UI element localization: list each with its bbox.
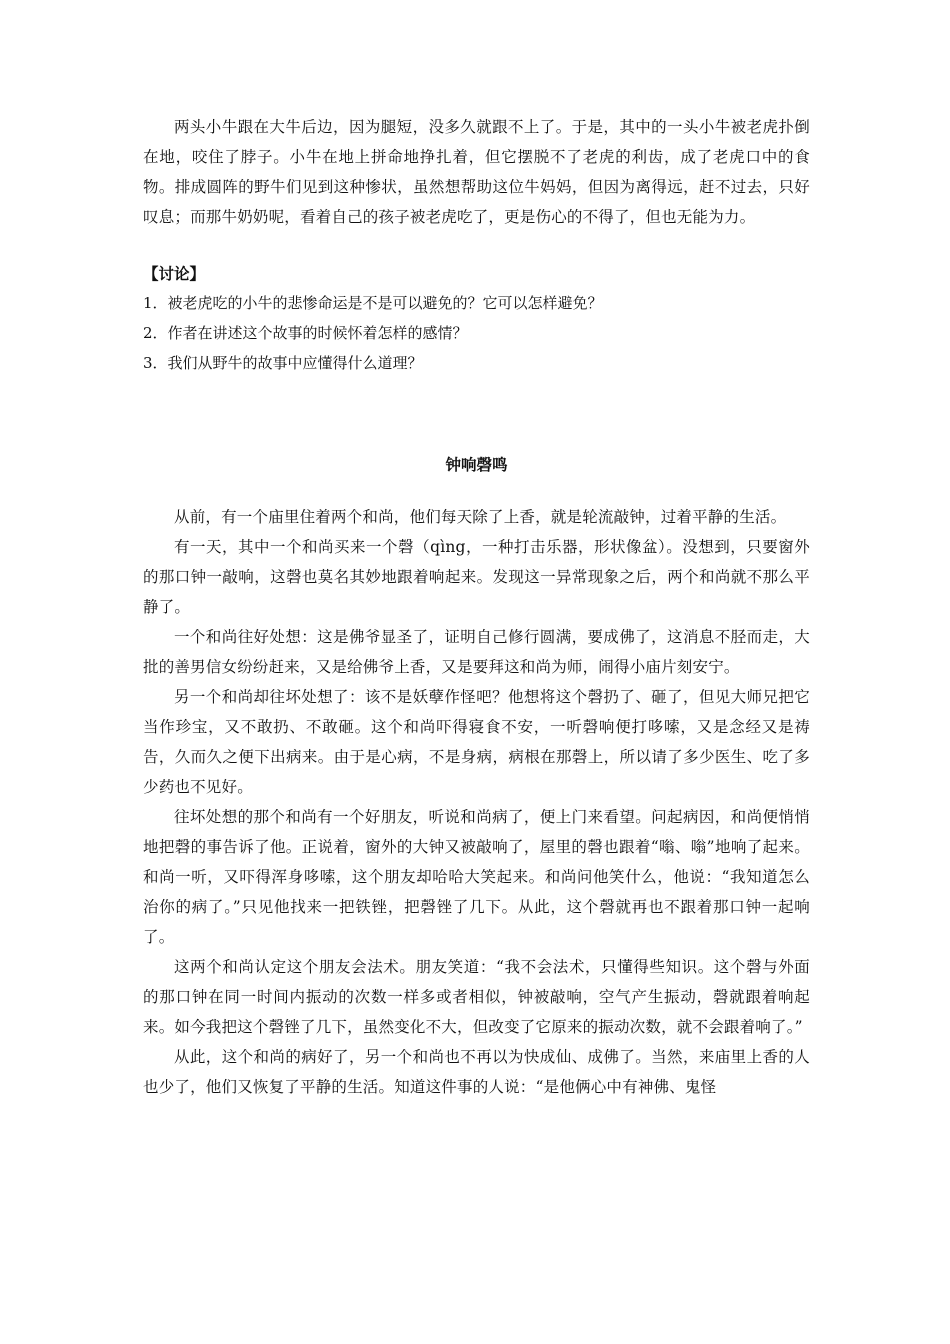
discussion-question-2: 2．作者在讲述这个故事的时候怀着怎样的感情？ xyxy=(143,324,468,342)
story-paragraph-2: 有一天，其中一个和尚买来一个磬（qìng，一种打击乐器，形状像盆）。没想到，只要窗外的那口钟一敲响，这磬也莫名其妙地跟着响起来。发现这一异常现象之后，两个和尚就不那么平静了。 xyxy=(143,538,810,616)
discussion-heading: 【讨论】 xyxy=(143,265,206,283)
story-paragraph-6: 这两个和尚认定这个朋友会法术。朋友笑道：“我不会法术，只懂得些知识。这个磬与外面的那口钟在同一时间内振动的次数一样多或者相似，钟被敲响，空气产生振动，磬就跟着响起来。如今我把这个磬锉了几下，虽然变化不大，但改变了它原来的振动次数，就不会跟着响了。” xyxy=(143,958,810,1036)
discussion-question-3: 3．我们从野牛的故事中应懂得什么道理？ xyxy=(143,354,423,372)
story-paragraph-1: 从前，有一个庙里住着两个和尚，他们每天除了上香，就是轮流敲钟，过着平静的生活。 xyxy=(174,508,787,526)
story-section xyxy=(143,450,810,1102)
discussion-section xyxy=(143,260,810,378)
story-title: 钟响磬鸣 xyxy=(445,456,508,474)
opening-paragraph: 两头小牛跟在大牛后边，因为腿短，没多久就跟不上了。于是，其中的一头小牛被老虎扑倒在地，咬住了脖子。小牛在地上拼命地挣扎着，但它摆脱不了老虎的利齿，成了老虎口中的食物。排成圆阵的野牛们见到这种惨状，虽然想帮助这位牛妈妈，但因为离得远，赶不过去，只好叹息；而那牛奶奶呢，看着自己的孩子被老虎吃了，更是伤心的不得了，但也无能为力。 xyxy=(143,118,810,226)
story-paragraph-4: 另一个和尚却往坏处想了：该不是妖孽作怪吧？他想将这个磬扔了、砸了，但见大师兄把它当作珍宝，又不敢扔、不敢砸。这个和尚吓得寝食不安，一听磬响便打哆嗦，又是念经又是祷告，久而久之便下出病来。由于是心病，不是身病，病根在那磬上，所以请了多少医生、吃了多少药也不见好。 xyxy=(143,688,810,796)
story-paragraph-7: 从此，这个和尚的病好了，另一个和尚也不再以为快成仙、成佛了。当然，来庙里上香的人也少了，他们又恢复了平静的生活。知道这件事的人说：“是他俩心中有神佛、鬼怪 xyxy=(143,1048,810,1096)
story-paragraph-3: 一个和尚往好处想：这是佛爷显圣了，证明自己修行圆满，要成佛了，这消息不胫而走，大批的善男信女纷纷赶来，又是给佛爷上香，又是要拜这和尚为师，闹得小庙片刻安宁。 xyxy=(143,628,810,676)
discussion-question-list xyxy=(143,288,810,378)
document-page xyxy=(143,112,810,1102)
story-paragraph-5: 往坏处想的那个和尚有一个好朋友，听说和尚病了，便上门来看望。问起病因，和尚便悄悄地把磬的事告诉了他。正说着，窗外的大钟又被敲响了，屋里的磬也跟着“嗡、嗡”地响了起来。和尚一听，又吓得浑身哆嗦，这个朋友却哈哈大笑起来。和尚问他笑什么，他说：“我知道怎么治你的病了。”只见他找来一把铁锉，把磬锉了几下。从此，这个磬就再也不跟着那口钟一起响了。 xyxy=(143,808,810,946)
discussion-question-1: 1．被老虎吃的小牛的悲惨命运是不是可以避免的？它可以怎样避免？ xyxy=(143,294,603,312)
